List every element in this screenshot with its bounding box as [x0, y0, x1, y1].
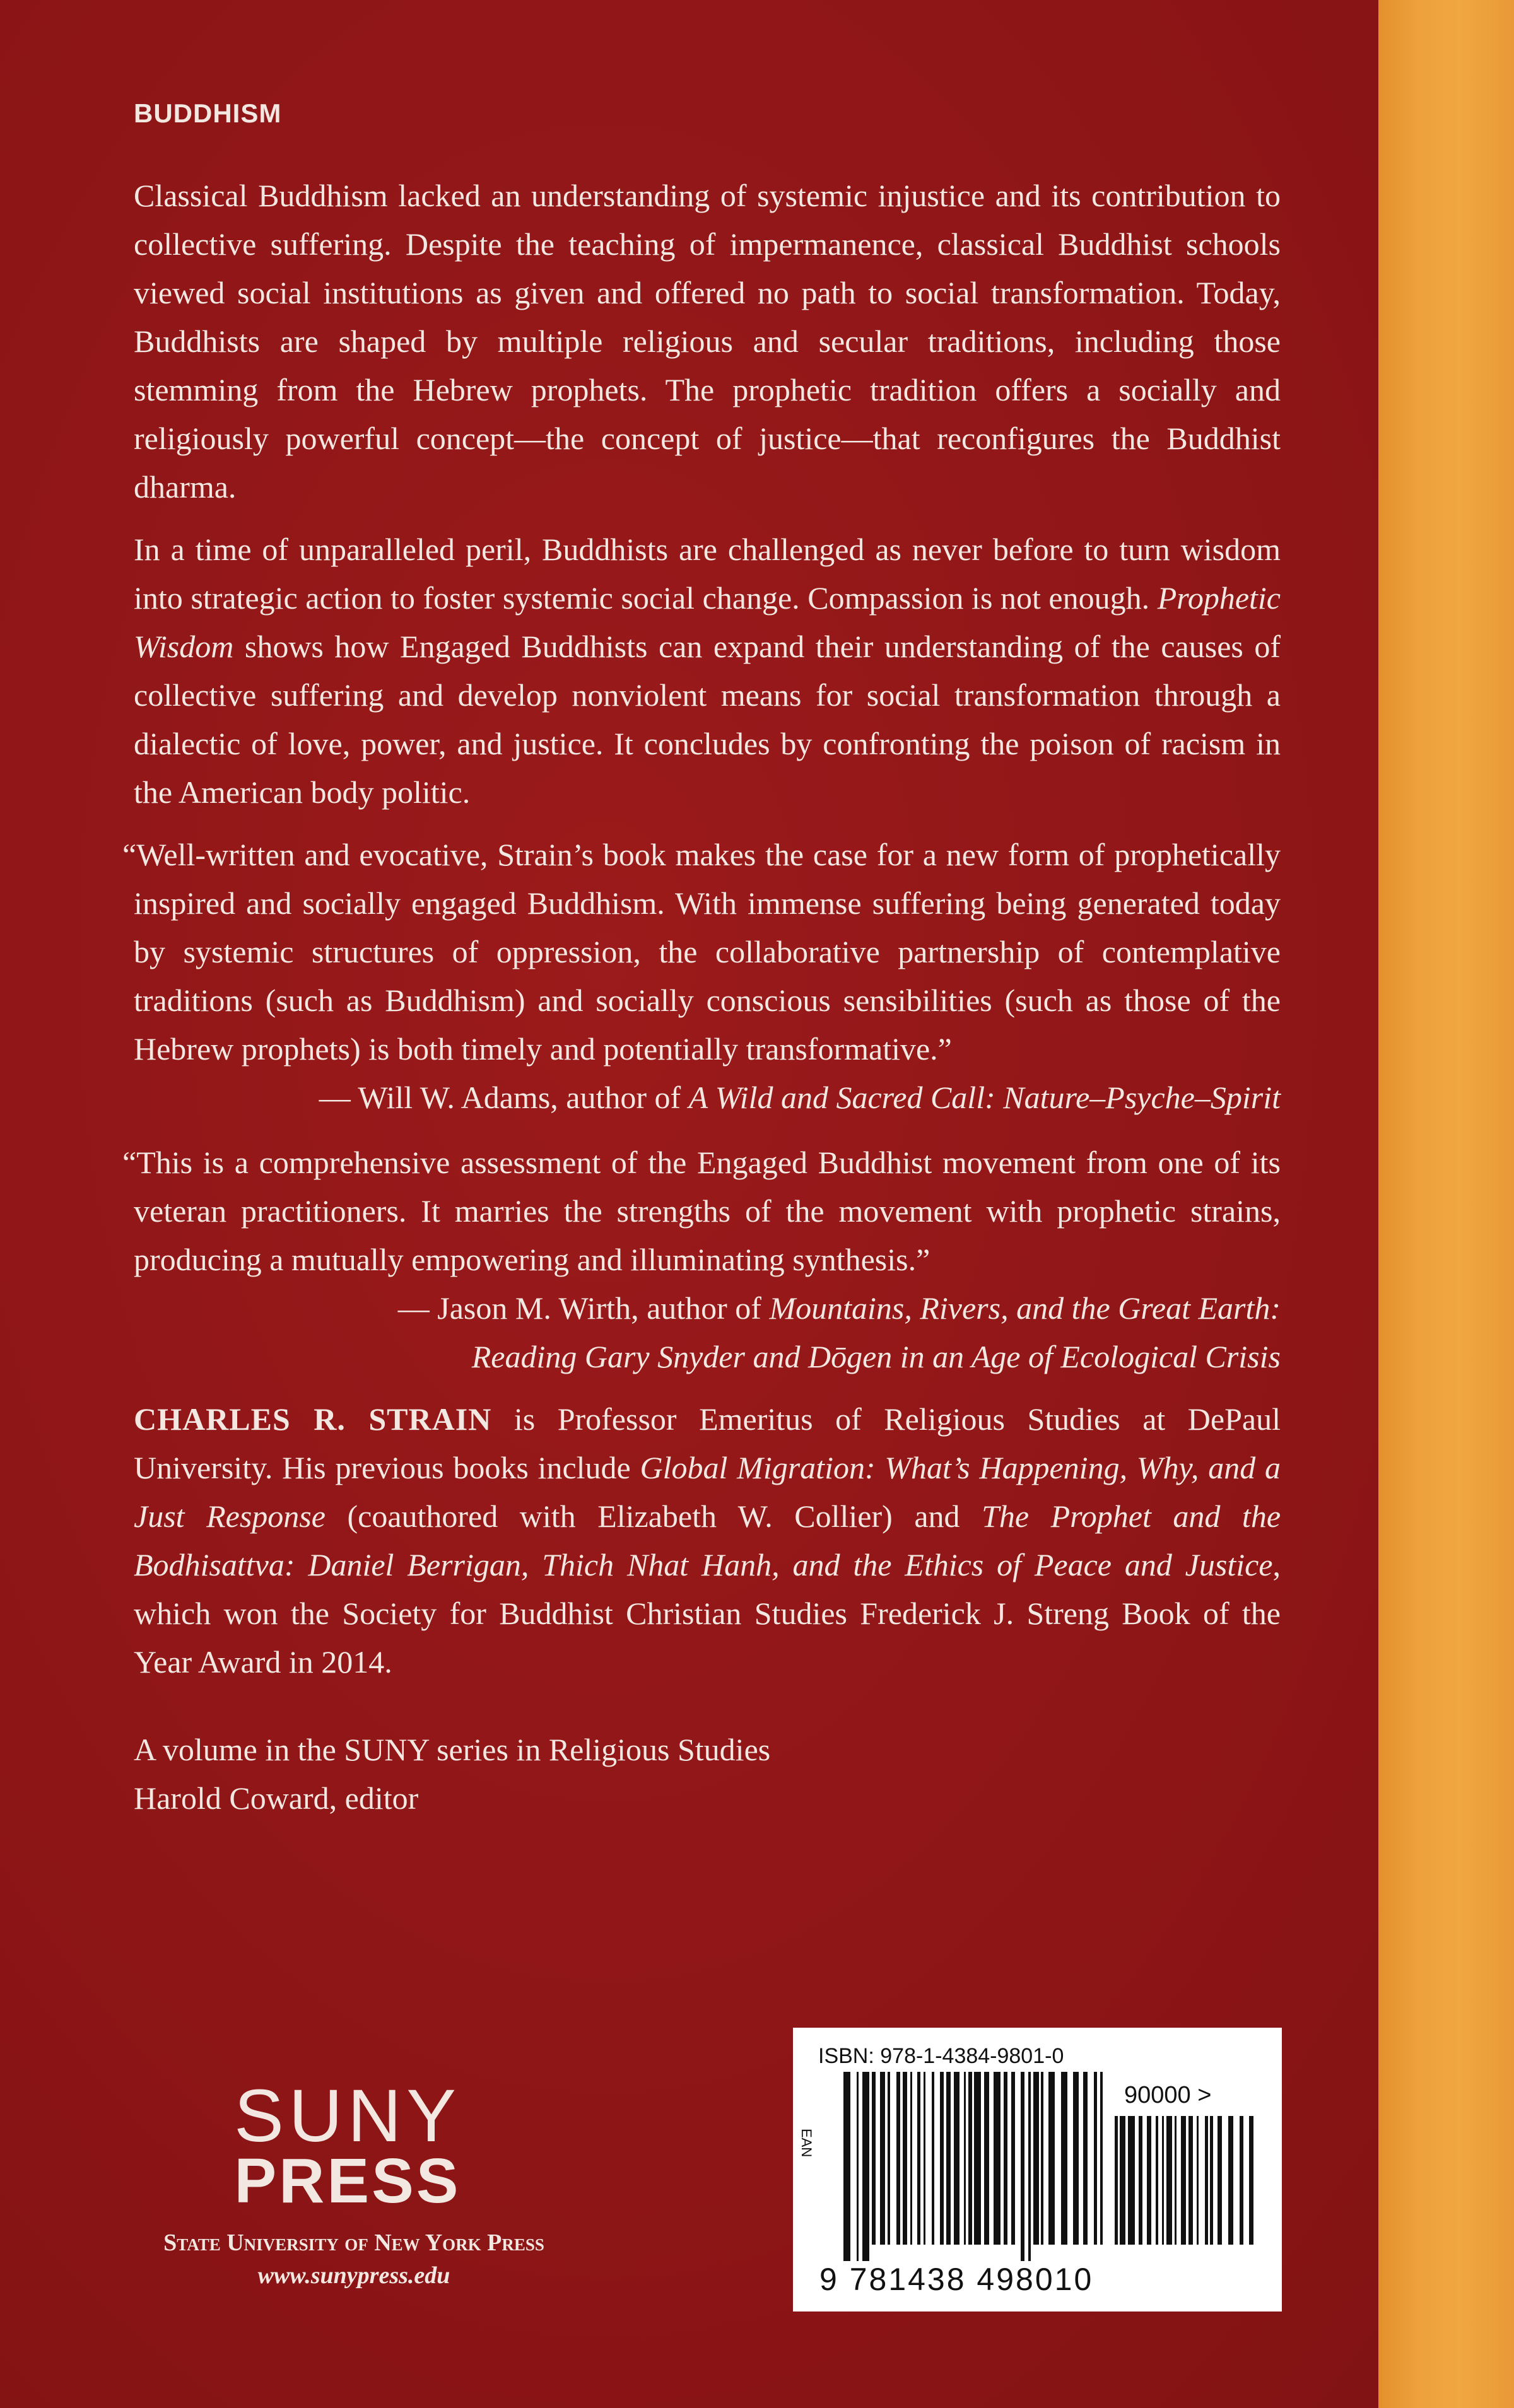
barcode-main-icon [843, 2072, 1108, 2261]
book-title: Prophetic Wisdom [134, 580, 1281, 664]
orange-spine-band [1378, 0, 1514, 2408]
series-note [134, 1726, 1281, 1823]
barcode-panel [793, 2028, 1282, 2312]
series-line: A volume in the SUNY series in Religious Studies [134, 1732, 771, 1767]
isbn-label: ISBN: 978-1-4384-9801-0 [818, 2044, 1064, 2068]
author-bio [134, 1395, 1281, 1686]
attribution-book-title: Mountains, Rivers, and the Great Earth: [769, 1290, 1281, 1326]
blurb-attribution-2 [134, 1284, 1281, 1333]
bio-book-title: The Prophet and the Bodhisattva: Daniel Berrigan, Thich Nhat Hanh, and the Ethics of Peace and Justice [134, 1499, 1281, 1582]
publisher-logo [130, 2074, 578, 2289]
isbn-digits: 9 781438 498010 [819, 2262, 1094, 2297]
bio-text: is Professor Emeritus of Religious Studies at DePaul University. His previous books include [134, 1401, 1281, 1485]
blurb-quote-2: “This is a comprehensive assessment of the Engaged Buddhist movement from one of its veteran practitioners. It marries the strengths of the movement with prophetic strains, producing a mutually empowering and illuminating synthesis.” [122, 1145, 1281, 1277]
logo-press-text: PRESS [234, 2146, 461, 2216]
series-editor: Harold Coward, editor [134, 1780, 419, 1816]
attribution-text: — Will W. Adams, author of [319, 1080, 689, 1115]
cover-text [122, 88, 1281, 1823]
bio-book-title: Global Migration: What’s Happening, Why, and a Just Response [134, 1450, 1281, 1534]
bio-text: , which won the Society for Buddhist Christian Studies Frederick J. Streng Book of the Year Award in 2014. [134, 1547, 1281, 1680]
publisher-url: www.sunypress.edu [257, 2262, 450, 2289]
attribution-book-title: Reading Gary Snyder and Dōgen in an Age of Ecological Crisis [471, 1339, 1281, 1374]
attribution-book-title: A Wild and Sacred Call: Nature–Psyche–Spirit [688, 1080, 1281, 1115]
price-code: 90000 > [1124, 2082, 1212, 2108]
logo-suny-text: SUNY [234, 2074, 461, 2158]
bio-text: (coauthored with Elizabeth W. Collier) and [325, 1499, 982, 1534]
blurb-quote-1: “Well-written and evocative, Strain’s book makes the case for a new form of prophetically inspired and socially engaged Buddhism. With immense suffering being generated today by systemic structures of oppression, the collaborative partnership of contemplative traditions (such as Buddhism) and socially conscious sensibilities (such as those of the Hebrew prophets) is both timely and potentially transformative.” [122, 837, 1281, 1067]
publisher-name: State University of New York Press [163, 2230, 544, 2256]
blurb-attribution-1 [134, 1073, 1281, 1122]
category-label: BUDDHISM [134, 98, 282, 128]
author-name: CHARLES R. STRAIN [134, 1401, 492, 1437]
description-paragraph: Classical Buddhism lacked an understanding of systemic injustice and its contribution to collective suffering. Despite the teaching of impermanence, classical Buddhist schools viewed social institutions as given and offered no path to social transformation. Today, Buddhists are shaped by multiple religious and secular traditions, including those stemming from the Hebrew prophets. The prophetic tradition offers a socially and religiously powerful concept—the concept of justice—that reconfigures the Buddhist dharma. [134, 178, 1281, 505]
description-text: shows how Engaged Buddhists can expand their understanding of the causes of collective suffering and develop nonviolent means for social transformation through a dialectic of love, power, and justice. It concludes by confronting the poison of racism in the American body politic. [134, 629, 1281, 810]
attribution-text: — Jason M. Wirth, author of [397, 1290, 770, 1326]
description-paragraph-2 [134, 525, 1281, 817]
description-text: In a time of unparalleled peril, Buddhists are challenged as never before to turn wisdom into strategic action to foster systemic social change. Compassion is not enough. [134, 532, 1281, 616]
ean-label: EAN [799, 2129, 814, 2158]
barcode-addon-icon [1115, 2116, 1253, 2261]
blurb-attribution-2-cont [134, 1333, 1281, 1381]
